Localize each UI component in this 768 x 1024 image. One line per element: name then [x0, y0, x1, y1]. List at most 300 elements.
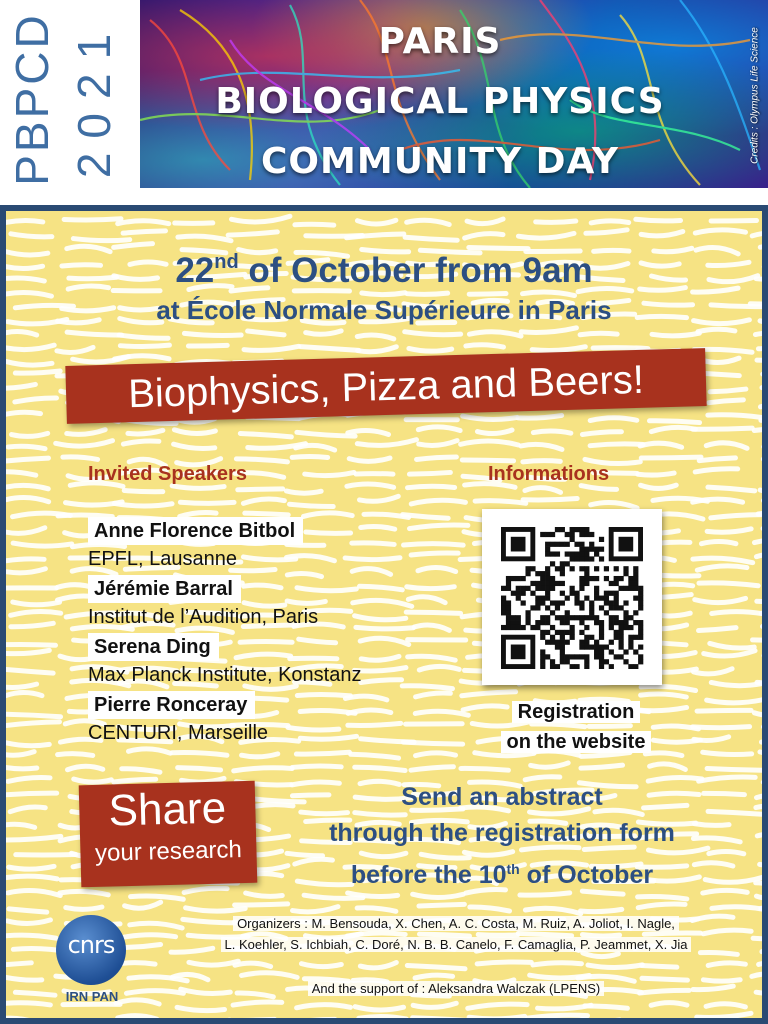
- speaker-name: Pierre Ronceray: [88, 691, 255, 719]
- qr-module: [584, 659, 589, 664]
- pattern-stroke: [418, 427, 460, 431]
- network-label: IRN PAN: [65, 989, 119, 1004]
- pattern-stroke: [236, 459, 287, 462]
- registration-qr-code[interactable]: [482, 509, 662, 685]
- pattern-stroke: [11, 623, 53, 626]
- pattern-stroke: [761, 742, 762, 745]
- pattern-stroke: [756, 991, 762, 994]
- abstract-line-2: through the registration form: [329, 819, 675, 847]
- qr-module: [560, 527, 565, 532]
- qr-module: [574, 615, 579, 620]
- qr-module: [545, 586, 550, 591]
- pattern-stroke: [240, 433, 291, 436]
- pattern-stroke: [695, 230, 745, 233]
- qr-module: [614, 596, 619, 601]
- pattern-stroke: [641, 231, 683, 235]
- qr-module: [633, 664, 638, 669]
- qr-module: [638, 630, 643, 635]
- qr-module: [501, 596, 506, 601]
- pattern-stroke: [248, 331, 284, 335]
- pattern-stroke: [699, 583, 758, 586]
- qr-module: [579, 654, 584, 659]
- qr-module: [609, 605, 614, 610]
- qr-module: [579, 532, 584, 537]
- qr-module: [594, 551, 599, 556]
- pattern-stroke: [466, 345, 504, 347]
- qr-module: [579, 556, 584, 561]
- qr-module: [614, 635, 619, 640]
- qr-module: [623, 615, 628, 620]
- pattern-stroke: [461, 441, 519, 445]
- pattern-stroke: [413, 1003, 456, 1007]
- qr-module: [550, 551, 555, 556]
- pattern-stroke: [756, 795, 762, 800]
- qr-module: [619, 625, 624, 630]
- pattern-stroke: [306, 331, 342, 334]
- pattern-stroke: [755, 333, 762, 338]
- pattern-stroke: [57, 347, 93, 352]
- date-rest: of October from 9am: [238, 251, 593, 290]
- qr-module: [555, 542, 560, 547]
- pattern-stroke: [709, 400, 744, 403]
- qr-module: [540, 586, 545, 591]
- qr-module: [570, 615, 575, 620]
- qr-finder: [511, 645, 526, 660]
- pattern-stroke: [585, 1006, 628, 1008]
- pattern-stroke: [651, 1003, 687, 1006]
- pattern-stroke: [533, 963, 582, 965]
- pattern-stroke: [286, 491, 321, 493]
- qr-module: [584, 640, 589, 645]
- qr-module: [560, 561, 565, 566]
- qr-module: [560, 649, 565, 654]
- qr-module: [555, 527, 560, 532]
- qr-module: [535, 600, 540, 605]
- qr-module: [604, 591, 609, 596]
- pattern-stroke: [693, 499, 743, 502]
- qr-module: [579, 566, 584, 571]
- qr-module: [614, 605, 619, 610]
- pattern-stroke: [409, 472, 450, 474]
- qr-module: [540, 571, 545, 576]
- qr-module: [614, 615, 619, 620]
- date-day: 22: [175, 251, 215, 290]
- qr-module: [594, 615, 599, 620]
- qr-module: [506, 610, 511, 615]
- pattern-stroke: [6, 766, 37, 769]
- pattern-stroke: [180, 512, 216, 516]
- qr-module: [599, 664, 604, 669]
- qr-module: [619, 654, 624, 659]
- pattern-stroke: [60, 891, 109, 894]
- qr-module: [599, 645, 604, 650]
- pattern-stroke: [419, 441, 457, 446]
- qr-module: [565, 620, 570, 625]
- pattern-stroke: [705, 373, 739, 375]
- pattern-stroke: [184, 888, 227, 892]
- pattern-stroke: [6, 528, 45, 534]
- qr-module: [516, 586, 521, 591]
- qr-code-icon: [498, 527, 646, 669]
- qr-module: [619, 576, 624, 581]
- pattern-stroke: [172, 486, 224, 489]
- qr-module: [565, 659, 570, 664]
- pattern-stroke: [234, 768, 292, 771]
- pattern-stroke: [710, 389, 746, 392]
- qr-module: [574, 600, 579, 605]
- qr-module: [633, 586, 638, 591]
- cnrs-logo-text: cnrs: [67, 931, 115, 959]
- pattern-stroke: [704, 651, 755, 656]
- qr-module: [560, 635, 565, 640]
- speaker-name: Anne Florence Bitbol: [88, 517, 303, 545]
- pattern-stroke: [590, 418, 637, 421]
- qr-module: [623, 586, 628, 591]
- organizers: [156, 913, 756, 955]
- qr-module: [570, 630, 575, 635]
- qr-module: [565, 551, 570, 556]
- image-credits: [748, 8, 762, 184]
- pattern-stroke: [6, 498, 49, 502]
- qr-module: [628, 664, 633, 669]
- qr-module: [609, 625, 614, 630]
- pattern-stroke: [7, 920, 50, 924]
- qr-module: [633, 610, 638, 615]
- pattern-stroke: [651, 427, 695, 431]
- qr-module: [579, 581, 584, 586]
- qr-module: [530, 605, 535, 610]
- qr-module: [594, 576, 599, 581]
- qr-module: [555, 664, 560, 669]
- vertical-brand: [0, 0, 140, 200]
- qr-module: [511, 615, 516, 620]
- pattern-stroke: [121, 944, 160, 947]
- pattern-stroke: [580, 909, 621, 911]
- qr-module: [589, 615, 594, 620]
- registration-note: [476, 697, 676, 757]
- pattern-stroke: [7, 569, 45, 573]
- qr-module: [565, 596, 570, 601]
- pattern-stroke: [518, 233, 574, 238]
- qr-module: [570, 635, 575, 640]
- pattern-stroke: [638, 904, 685, 908]
- qr-module: [560, 630, 565, 635]
- qr-module: [535, 625, 540, 630]
- qr-module: [604, 645, 609, 650]
- qr-module: [584, 596, 589, 601]
- qr-module: [628, 586, 633, 591]
- qr-module: [550, 581, 555, 586]
- qr-module: [516, 596, 521, 601]
- pattern-stroke: [16, 854, 76, 855]
- pattern-stroke: [581, 765, 623, 768]
- qr-module: [584, 571, 589, 576]
- pattern-stroke: [303, 513, 352, 517]
- qr-module: [599, 537, 604, 542]
- qr-module: [521, 591, 526, 596]
- pattern-stroke: [701, 542, 735, 544]
- qr-module: [633, 649, 638, 654]
- pattern-stroke: [462, 460, 513, 461]
- qr-module: [511, 625, 516, 630]
- qr-module: [525, 571, 530, 576]
- speaker-name: Jérémie Barral: [88, 575, 241, 603]
- pattern-stroke: [184, 333, 241, 335]
- qr-module: [604, 659, 609, 664]
- pattern-stroke: [707, 700, 762, 703]
- pattern-stroke: [8, 891, 60, 896]
- qr-module: [584, 654, 589, 659]
- cnrs-logo: [56, 915, 126, 985]
- qr-module: [545, 615, 550, 620]
- qr-module: [555, 645, 560, 650]
- pattern-stroke: [6, 963, 31, 965]
- pattern-stroke: [178, 236, 231, 241]
- pattern-stroke: [753, 640, 762, 642]
- qr-module: [565, 610, 570, 615]
- pattern-stroke: [756, 553, 762, 557]
- qr-module: [560, 645, 565, 650]
- pattern-stroke: [118, 221, 169, 224]
- qr-module: [540, 630, 545, 635]
- qr-module: [570, 556, 575, 561]
- qr-module: [570, 537, 575, 542]
- pattern-stroke: [120, 345, 169, 346]
- pattern-stroke: [754, 429, 762, 431]
- pattern-stroke: [64, 219, 121, 220]
- pattern-stroke: [698, 329, 735, 331]
- pattern-stroke: [242, 973, 298, 978]
- pattern-stroke: [6, 559, 44, 561]
- qr-module: [506, 625, 511, 630]
- pattern-stroke: [293, 907, 338, 912]
- pattern-stroke: [463, 416, 517, 419]
- pattern-stroke: [416, 753, 456, 756]
- pattern-stroke: [588, 965, 642, 968]
- qr-module: [628, 615, 633, 620]
- qr-module: [594, 645, 599, 650]
- pattern-stroke: [756, 806, 762, 810]
- deadline-prefix: before the 10: [350, 861, 507, 889]
- qr-module: [589, 635, 594, 640]
- qr-module: [560, 581, 565, 586]
- qr-module: [628, 635, 633, 640]
- speaker-affiliation: Institut de l’Audition, Paris: [88, 606, 319, 628]
- qr-module: [584, 581, 589, 586]
- qr-module: [550, 625, 555, 630]
- qr-module: [589, 542, 594, 547]
- pattern-stroke: [6, 714, 61, 717]
- pattern-stroke: [11, 611, 61, 615]
- pattern-stroke: [12, 433, 48, 436]
- qr-module: [574, 654, 579, 659]
- qr-module: [633, 620, 638, 625]
- pattern-stroke: [697, 566, 747, 570]
- qr-module: [584, 527, 589, 532]
- pattern-stroke: [6, 644, 56, 645]
- qr-module: [609, 591, 614, 596]
- qr-module: [589, 547, 594, 552]
- qr-module: [584, 576, 589, 581]
- qr-module: [570, 566, 575, 571]
- qr-module: [614, 566, 619, 571]
- pattern-stroke: [461, 768, 508, 770]
- pattern-stroke: [114, 244, 153, 248]
- speaker-name: Serena Ding: [88, 633, 219, 661]
- pattern-stroke: [351, 754, 399, 758]
- pattern-stroke: [581, 486, 617, 490]
- pattern-stroke: [757, 680, 762, 683]
- pattern-stroke: [528, 1015, 588, 1018]
- pattern-stroke: [243, 499, 284, 503]
- deadline-ordinal: th: [506, 861, 520, 877]
- qr-module: [545, 532, 550, 537]
- qr-module: [530, 625, 535, 630]
- pattern-stroke: [641, 457, 701, 458]
- qr-module: [589, 610, 594, 615]
- pattern-stroke: [6, 752, 34, 756]
- qr-module: [623, 659, 628, 664]
- qr-module: [594, 596, 599, 601]
- date-ordinal: nd: [214, 251, 239, 273]
- pattern-stroke: [706, 443, 747, 448]
- qr-module: [599, 630, 604, 635]
- qr-module: [545, 547, 550, 552]
- qr-module: [545, 576, 550, 581]
- qr-module: [638, 586, 643, 591]
- pattern-stroke: [129, 749, 171, 753]
- qr-module: [628, 625, 633, 630]
- qr-module: [599, 547, 604, 552]
- pattern-stroke: [355, 767, 405, 770]
- qr-module: [521, 625, 526, 630]
- qr-module: [589, 576, 594, 581]
- qr-module: [599, 556, 604, 561]
- pattern-stroke: [693, 558, 753, 563]
- registration-line-2: on the website: [501, 731, 652, 753]
- pattern-stroke: [477, 430, 512, 434]
- pattern-stroke: [6, 650, 49, 653]
- qr-module: [623, 571, 628, 576]
- qr-module: [589, 532, 594, 537]
- pattern-stroke: [297, 1005, 351, 1008]
- pattern-stroke: [590, 444, 643, 446]
- qr-module: [638, 659, 643, 664]
- qr-module: [530, 581, 535, 586]
- pattern-stroke: [405, 332, 461, 335]
- qr-module: [584, 645, 589, 650]
- pattern-stroke: [301, 964, 341, 967]
- pattern-stroke: [711, 515, 762, 518]
- pattern-stroke: [711, 682, 762, 686]
- qr-module: [555, 551, 560, 556]
- slogan-banner: Biophysics, Pizza and Beers!: [65, 348, 706, 424]
- qr-module: [579, 605, 584, 610]
- qr-module: [565, 630, 570, 635]
- pattern-stroke: [580, 333, 617, 334]
- qr-module: [638, 635, 643, 640]
- qr-module: [501, 586, 506, 591]
- pattern-stroke: [467, 219, 503, 224]
- pattern-stroke: [347, 234, 404, 238]
- qr-module: [619, 630, 624, 635]
- qr-module: [579, 615, 584, 620]
- qr-module: [550, 600, 555, 605]
- banner-image: [140, 0, 768, 188]
- qr-module: [501, 625, 506, 630]
- qr-module: [570, 532, 575, 537]
- pattern-stroke: [66, 907, 102, 909]
- pattern-stroke: [760, 864, 762, 866]
- pattern-stroke: [521, 328, 576, 333]
- event-title: [140, 12, 740, 188]
- qr-module: [550, 542, 555, 547]
- qr-module: [584, 664, 589, 669]
- pattern-stroke: [123, 231, 165, 233]
- pattern-stroke: [11, 234, 52, 237]
- pattern-stroke: [6, 977, 42, 980]
- pattern-stroke: [349, 458, 390, 461]
- qr-module: [535, 586, 540, 591]
- qr-module: [574, 591, 579, 596]
- pattern-stroke: [760, 403, 762, 407]
- pattern-stroke: [707, 529, 751, 532]
- pattern-stroke: [357, 335, 394, 339]
- qr-module: [565, 615, 570, 620]
- qr-module: [535, 571, 540, 576]
- pattern-stroke: [357, 908, 396, 912]
- qr-module: [560, 566, 565, 571]
- qr-module: [560, 615, 565, 620]
- qr-module: [594, 591, 599, 596]
- pattern-stroke: [6, 361, 52, 365]
- qr-module: [594, 586, 599, 591]
- qr-module: [609, 581, 614, 586]
- qr-module: [584, 566, 589, 571]
- pattern-stroke: [699, 628, 737, 631]
- pattern-stroke: [56, 441, 113, 446]
- credits-text: Credits : Olympus Life Science: [749, 27, 761, 164]
- pattern-stroke: [15, 398, 57, 402]
- qr-module: [623, 625, 628, 630]
- pattern-stroke: [582, 432, 621, 435]
- pattern-stroke: [712, 612, 762, 615]
- pattern-stroke: [757, 360, 762, 363]
- qr-module: [619, 620, 624, 625]
- pattern-stroke: [189, 961, 238, 965]
- organizers-line-2: L. Koehler, S. Ichbiah, C. Doré, N. B. B. Canelo, F. Camaglia, P. Jeammet, X. Jia: [221, 937, 692, 952]
- pattern-stroke: [475, 501, 526, 504]
- speaker-item: [88, 633, 468, 689]
- pattern-stroke: [13, 543, 72, 546]
- qr-module: [540, 576, 545, 581]
- pattern-stroke: [6, 684, 37, 687]
- pattern-stroke: [128, 430, 163, 434]
- pattern-stroke: [469, 247, 528, 248]
- qr-module: [614, 576, 619, 581]
- qr-module: [521, 600, 526, 605]
- pattern-stroke: [356, 474, 393, 475]
- qr-module: [584, 547, 589, 552]
- qr-module: [516, 576, 521, 581]
- qr-module: [521, 586, 526, 591]
- pattern-stroke: [15, 371, 60, 373]
- pattern-stroke: [73, 239, 129, 241]
- pattern-stroke: [178, 768, 221, 770]
- pattern-stroke: [752, 233, 762, 238]
- qr-module: [623, 610, 628, 615]
- registration-line-1: Registration: [512, 701, 641, 723]
